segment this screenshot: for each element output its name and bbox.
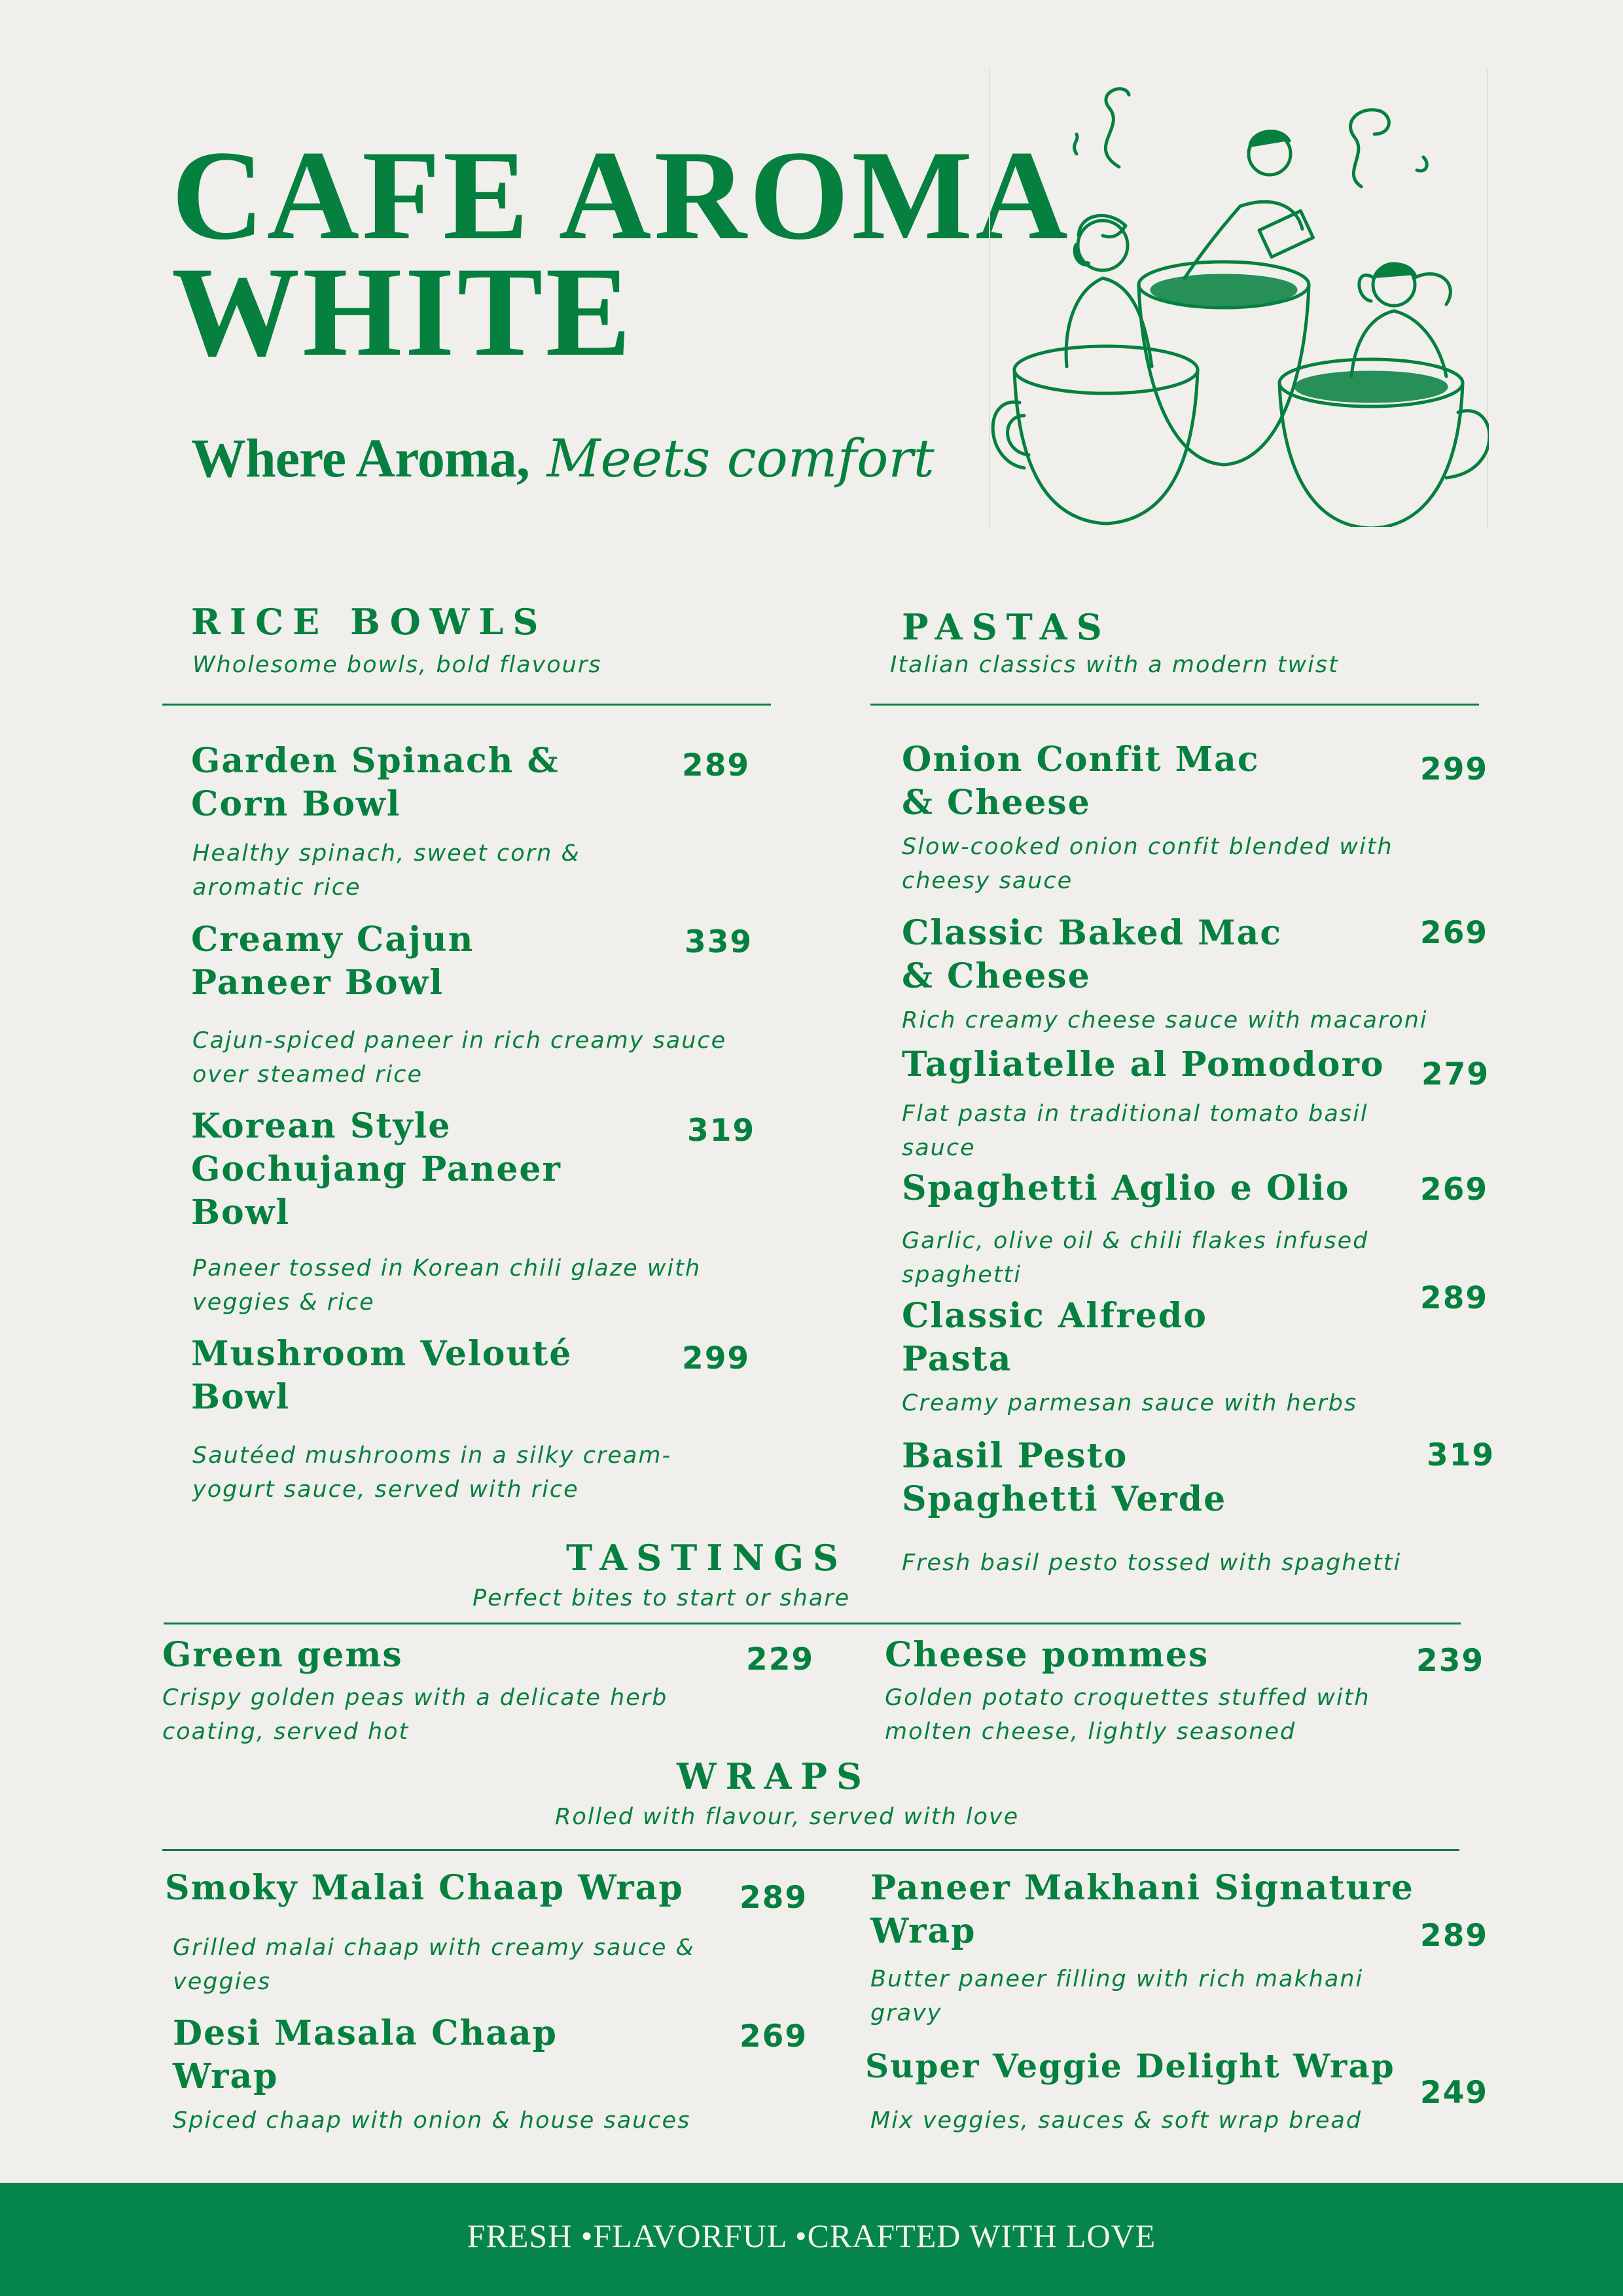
pastas-heading: PASTAS xyxy=(902,606,1111,648)
pasta-item-name: Classic Alfredo Pasta xyxy=(902,1296,1207,1379)
pasta-item-name: Spaghetti Aglio e Olio xyxy=(902,1168,1350,1208)
tasting-item-name: Cheese pommes xyxy=(885,1635,1209,1675)
wrap-item-name: Super Veggie Delight Wrap xyxy=(865,2047,1395,2085)
title-line-1: CAFE AROMA xyxy=(171,124,1071,266)
pasta-item-name: Basil Pesto Spaghetti Verde xyxy=(902,1436,1227,1519)
tasting-item-price: 239 xyxy=(1416,1643,1485,1679)
rice-bowl-item-name: Korean Style Gochujang Paneer Bowl xyxy=(191,1106,562,1232)
pasta-item-description: Creamy parmesan sauce with herbs xyxy=(902,1390,1358,1416)
pasta-item-price: 279 xyxy=(1421,1056,1490,1092)
wraps-subtitle: Rolled with flavour, served with love xyxy=(555,1804,1020,1830)
pasta-item-description: Slow-cooked onion confit blended with cheesy sauce xyxy=(902,834,1393,894)
wrap-item-description: Spiced chaap with onion & house sauces xyxy=(173,2108,691,2134)
tasting-item-description: Crispy golden peas with a delicate herb coating, served hot xyxy=(162,1685,668,1745)
pasta-item-description: Garlic, olive oil & chili flakes infused spaghetti xyxy=(902,1228,1369,1288)
rice-bowl-item-description: Cajun-spiced paneer in rich creamy sauce over steamed rice xyxy=(192,1028,727,1088)
pasta-item-price: 319 xyxy=(1427,1437,1495,1473)
rice-bowls-subtitle: Wholesome bowls, bold flavours xyxy=(192,652,602,678)
tastings-subtitle: Perfect bites to start or share xyxy=(473,1585,851,1611)
rice-bowl-item-price: 299 xyxy=(682,1340,751,1376)
pasta-item-price: 269 xyxy=(1420,1172,1489,1208)
pastas-subtitle: Italian classics with a modern twist xyxy=(890,652,1339,678)
rice-bowl-item-description: Sautéed mushrooms in a silky cream- yogurt sauce, served with rice xyxy=(192,1443,672,1503)
footer-text: FRESH •FLAVORFUL •CRAFTED WITH LOVE xyxy=(467,2217,1156,2254)
tagline-part-a: Where Aroma, xyxy=(191,428,529,489)
pasta-item-name: Onion Confit Mac & Cheese xyxy=(902,740,1260,823)
wrap-item-name: Desi Masala Chaap Wrap xyxy=(173,2013,558,2096)
tastings-heading: TASTINGS xyxy=(566,1537,848,1579)
pasta-item-name: Tagliatelle al Pomodoro xyxy=(902,1045,1385,1085)
footer-separator: • xyxy=(580,2217,594,2254)
tasting-item-price: 229 xyxy=(746,1641,815,1677)
pasta-item-price: 299 xyxy=(1420,751,1489,787)
pasta-item-name: Classic Baked Mac & Cheese xyxy=(902,913,1283,996)
wrap-item-price: 289 xyxy=(1420,1918,1489,1954)
rice-bowl-item-description: Healthy spinach, sweet corn & aromatic rice xyxy=(192,840,580,901)
wrap-item-price: 289 xyxy=(740,1880,808,1916)
wraps-heading: WRAPS xyxy=(677,1755,872,1797)
pasta-item-price: 289 xyxy=(1420,1280,1489,1316)
footer-banner xyxy=(0,2183,1623,2296)
coffee-cups-illustration-icon xyxy=(988,69,1489,527)
tagline xyxy=(191,425,935,490)
tagline-part-b: Meets comfort xyxy=(546,428,935,489)
wrap-item-description: Butter paneer filling with rich makhani gravy xyxy=(870,1966,1364,2026)
wrap-item-description: Mix veggies, sauces & soft wrap bread xyxy=(870,2108,1363,2134)
pastas-divider xyxy=(870,704,1479,706)
rice-bowls-heading: RICE BOWLS xyxy=(191,601,548,643)
rice-bowl-item-description: Paneer tossed in Korean chili glaze with veggies & rice xyxy=(192,1255,702,1316)
tasting-item-name: Green gems xyxy=(162,1635,403,1675)
rice-bowl-item-price: 339 xyxy=(685,924,753,960)
rice-bowl-item-name: Garden Spinach & Corn Bowl xyxy=(191,741,560,824)
wrap-item-name: Smoky Malai Chaap Wrap xyxy=(165,1868,684,1908)
pasta-item-price: 269 xyxy=(1420,915,1489,951)
wraps-divider xyxy=(162,1849,1459,1851)
rice-bowl-item-price: 289 xyxy=(682,747,751,783)
wrap-item-price: 269 xyxy=(740,2018,808,2054)
rice-bowl-item-name: Creamy Cajun Paneer Bowl xyxy=(191,920,474,1003)
tasting-item-description: Golden potato croquettes stuffed with molten cheese, lightly seasoned xyxy=(885,1685,1370,1745)
footer-separator: • xyxy=(795,2217,808,2254)
pasta-item-description: Flat pasta in traditional tomato basil sauce xyxy=(902,1101,1368,1161)
rice-bowl-item-name: Mushroom Velouté Bowl xyxy=(191,1334,573,1417)
wrap-item-description: Grilled malai chaap with creamy sauce & veggies xyxy=(173,1935,695,1995)
wrap-item-price: 249 xyxy=(1420,2075,1489,2111)
title-line-2: WHITE xyxy=(171,241,634,383)
page-title xyxy=(171,124,1071,383)
rice-bowls-divider xyxy=(162,704,771,706)
pasta-item-description: Fresh basil pesto tossed with spaghetti xyxy=(902,1550,1402,1576)
rice-bowl-item-price: 319 xyxy=(687,1113,756,1149)
tastings-divider xyxy=(164,1623,1461,1624)
pasta-item-description: Rich creamy cheese sauce with macaroni xyxy=(902,1007,1428,1033)
wrap-item-name: Paneer Makhani Signature Wrap xyxy=(870,1868,1414,1951)
